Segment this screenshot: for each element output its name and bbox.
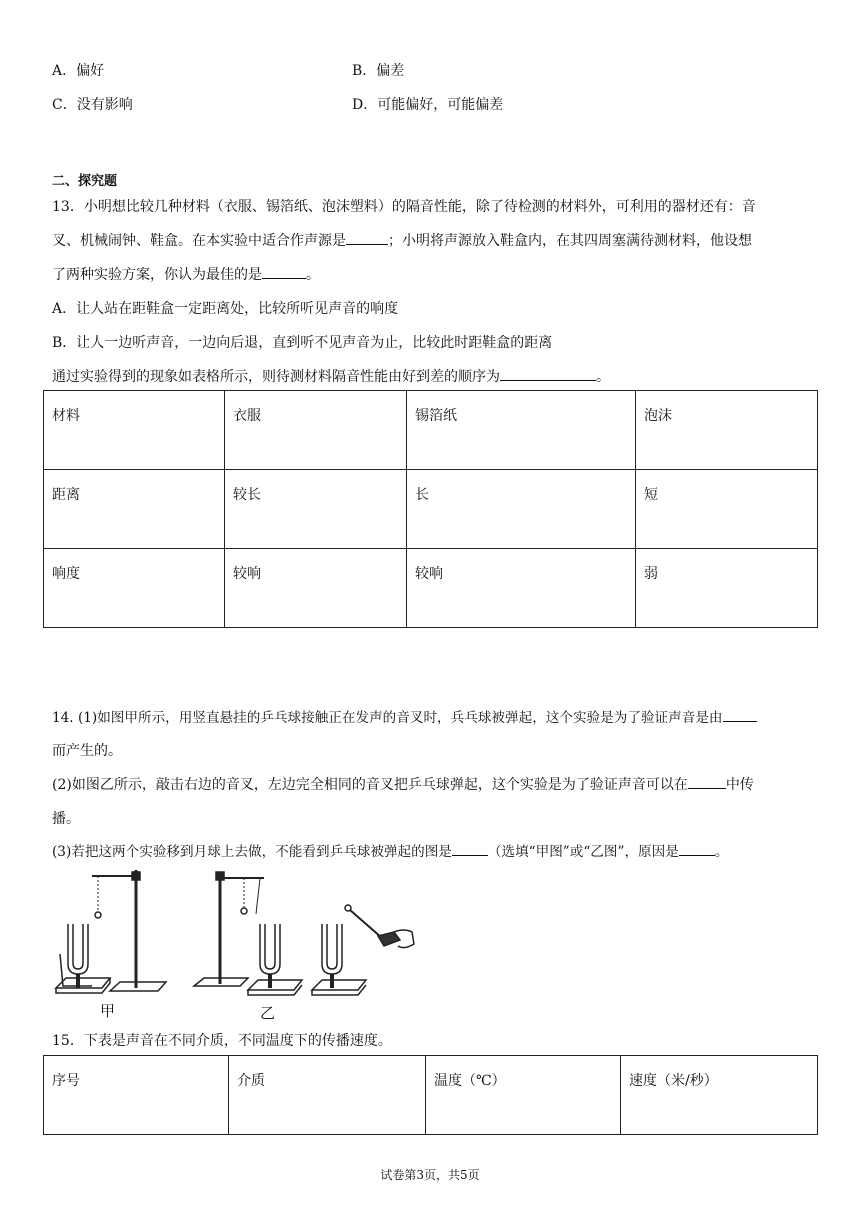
table-row (44, 470, 818, 549)
q14-line5-a: (3)若把这两个实验移到月球上去做，不能看到乒乓球被弹起的图是 (52, 844, 452, 860)
q14-line2: 而产生的。 (52, 743, 122, 759)
hammer-hand (345, 905, 414, 948)
materials-table (43, 390, 818, 628)
q13-line3-start: 了两种实验方案，你认为最佳的是 (52, 267, 262, 283)
figure-label-jia: 甲 (100, 1002, 116, 1020)
table-cell: 较长 (225, 470, 407, 549)
q15-intro: 15．下表是声音在不同介质，不同温度下的传播速度。 (52, 1033, 392, 1049)
answer-blank[interactable] (723, 707, 757, 722)
q13-line2 (52, 230, 752, 250)
option-b: B．偏差 (352, 63, 405, 79)
answer-blank[interactable] (688, 774, 726, 789)
option-d: D．可能偏好，可能偏差 (352, 97, 504, 113)
answer-blank[interactable] (500, 366, 596, 381)
table-cell: 距离 (44, 470, 225, 549)
q14-line3 (52, 774, 754, 794)
speed-table (43, 1055, 818, 1135)
table-cell: 锡箔纸 (407, 391, 636, 470)
figure-label-yi: 乙 (260, 1004, 276, 1022)
table-row (44, 391, 818, 470)
table-cell: 短 (636, 470, 818, 549)
q13-line4-start: 通过实验得到的现象如表格所示，则待测材料隔音性能由好到差的顺序为 (52, 369, 500, 385)
q14-line5-c: 。 (714, 844, 729, 860)
q13-line3 (52, 264, 320, 284)
q14-line3-start: (2)如图乙所示，敲击右边的音叉，左边完全相同的音叉把乒乓球弹起，这个实验是为了验证声音可以在 (52, 777, 688, 793)
q14-line4: 播。 (52, 811, 80, 827)
q13-line1: 13．小明想比较几种材料（衣服、锡箔纸、泡沫塑料）的隔音性能，除了待检测的材料外，可利用的器材还有：音 (52, 199, 756, 215)
stand-yi (194, 872, 264, 986)
option-a: A．偏好 (52, 63, 105, 79)
table-cell: 响度 (44, 549, 225, 628)
q13-line3-end: 。 (306, 267, 320, 283)
table-cell: 较响 (407, 549, 636, 628)
table-header-cell: 介质 (229, 1056, 426, 1135)
table-cell: 弱 (636, 549, 818, 628)
table-header-cell: 序号 (44, 1056, 229, 1135)
table-header-row (44, 1056, 818, 1135)
q13-option-b: B．让人一边听声音，一边向后退，直到听不见声音为止，比较此时距鞋盒的距离 (52, 335, 553, 351)
option-c: C．没有影响 (52, 97, 133, 113)
table-header-cell: 温度（℃） (426, 1056, 621, 1135)
answer-blank[interactable] (679, 841, 715, 856)
table-header-cell: 速度（米/秒） (621, 1056, 818, 1135)
q14-line3-end: 中传 (725, 777, 754, 793)
fork-yi-right (312, 924, 366, 995)
fork-jia (56, 924, 110, 993)
q13-option-a: A．让人站在距鞋盒一定距离处，比较所听见声音的响度 (52, 301, 399, 317)
table-cell: 长 (407, 470, 636, 549)
table-cell: 材料 (44, 391, 225, 470)
answer-blank[interactable] (346, 230, 388, 245)
q13-line2-start: 叉、机械闹钟、鞋盒。在本实验中适合作声源是 (52, 233, 346, 249)
q14-line5 (52, 840, 728, 860)
q14-line5-b: （选填“甲图”或“乙图”，原因是 (487, 844, 679, 860)
page-footer: 试卷第3页，共5页 (380, 1168, 480, 1182)
table-cell: 泡沫 (636, 391, 818, 470)
section-title: 二、探究题 (52, 174, 118, 189)
tuning-fork-figure (48, 866, 418, 1022)
q14-line1-text: 14. (1)如图甲所示，用竖直悬挂的乒乓球接触正在发声的音叉时，兵乓球被弹起，这个实验是为了验证声音是由 (52, 710, 723, 726)
q14-line1 (52, 706, 757, 726)
answer-blank[interactable] (452, 841, 488, 856)
q13-line4 (52, 366, 610, 386)
q13-line4-end: 。 (596, 369, 610, 385)
answer-blank[interactable] (262, 264, 306, 279)
table-cell: 较响 (225, 549, 407, 628)
stand-jia (92, 870, 166, 991)
table-cell: 衣服 (225, 391, 407, 470)
table-row (44, 549, 818, 628)
q13-line2-end: ；小明将声源放入鞋盒内，在其四周塞满待测材料，他设想 (388, 233, 752, 249)
fork-yi-left (248, 924, 302, 995)
